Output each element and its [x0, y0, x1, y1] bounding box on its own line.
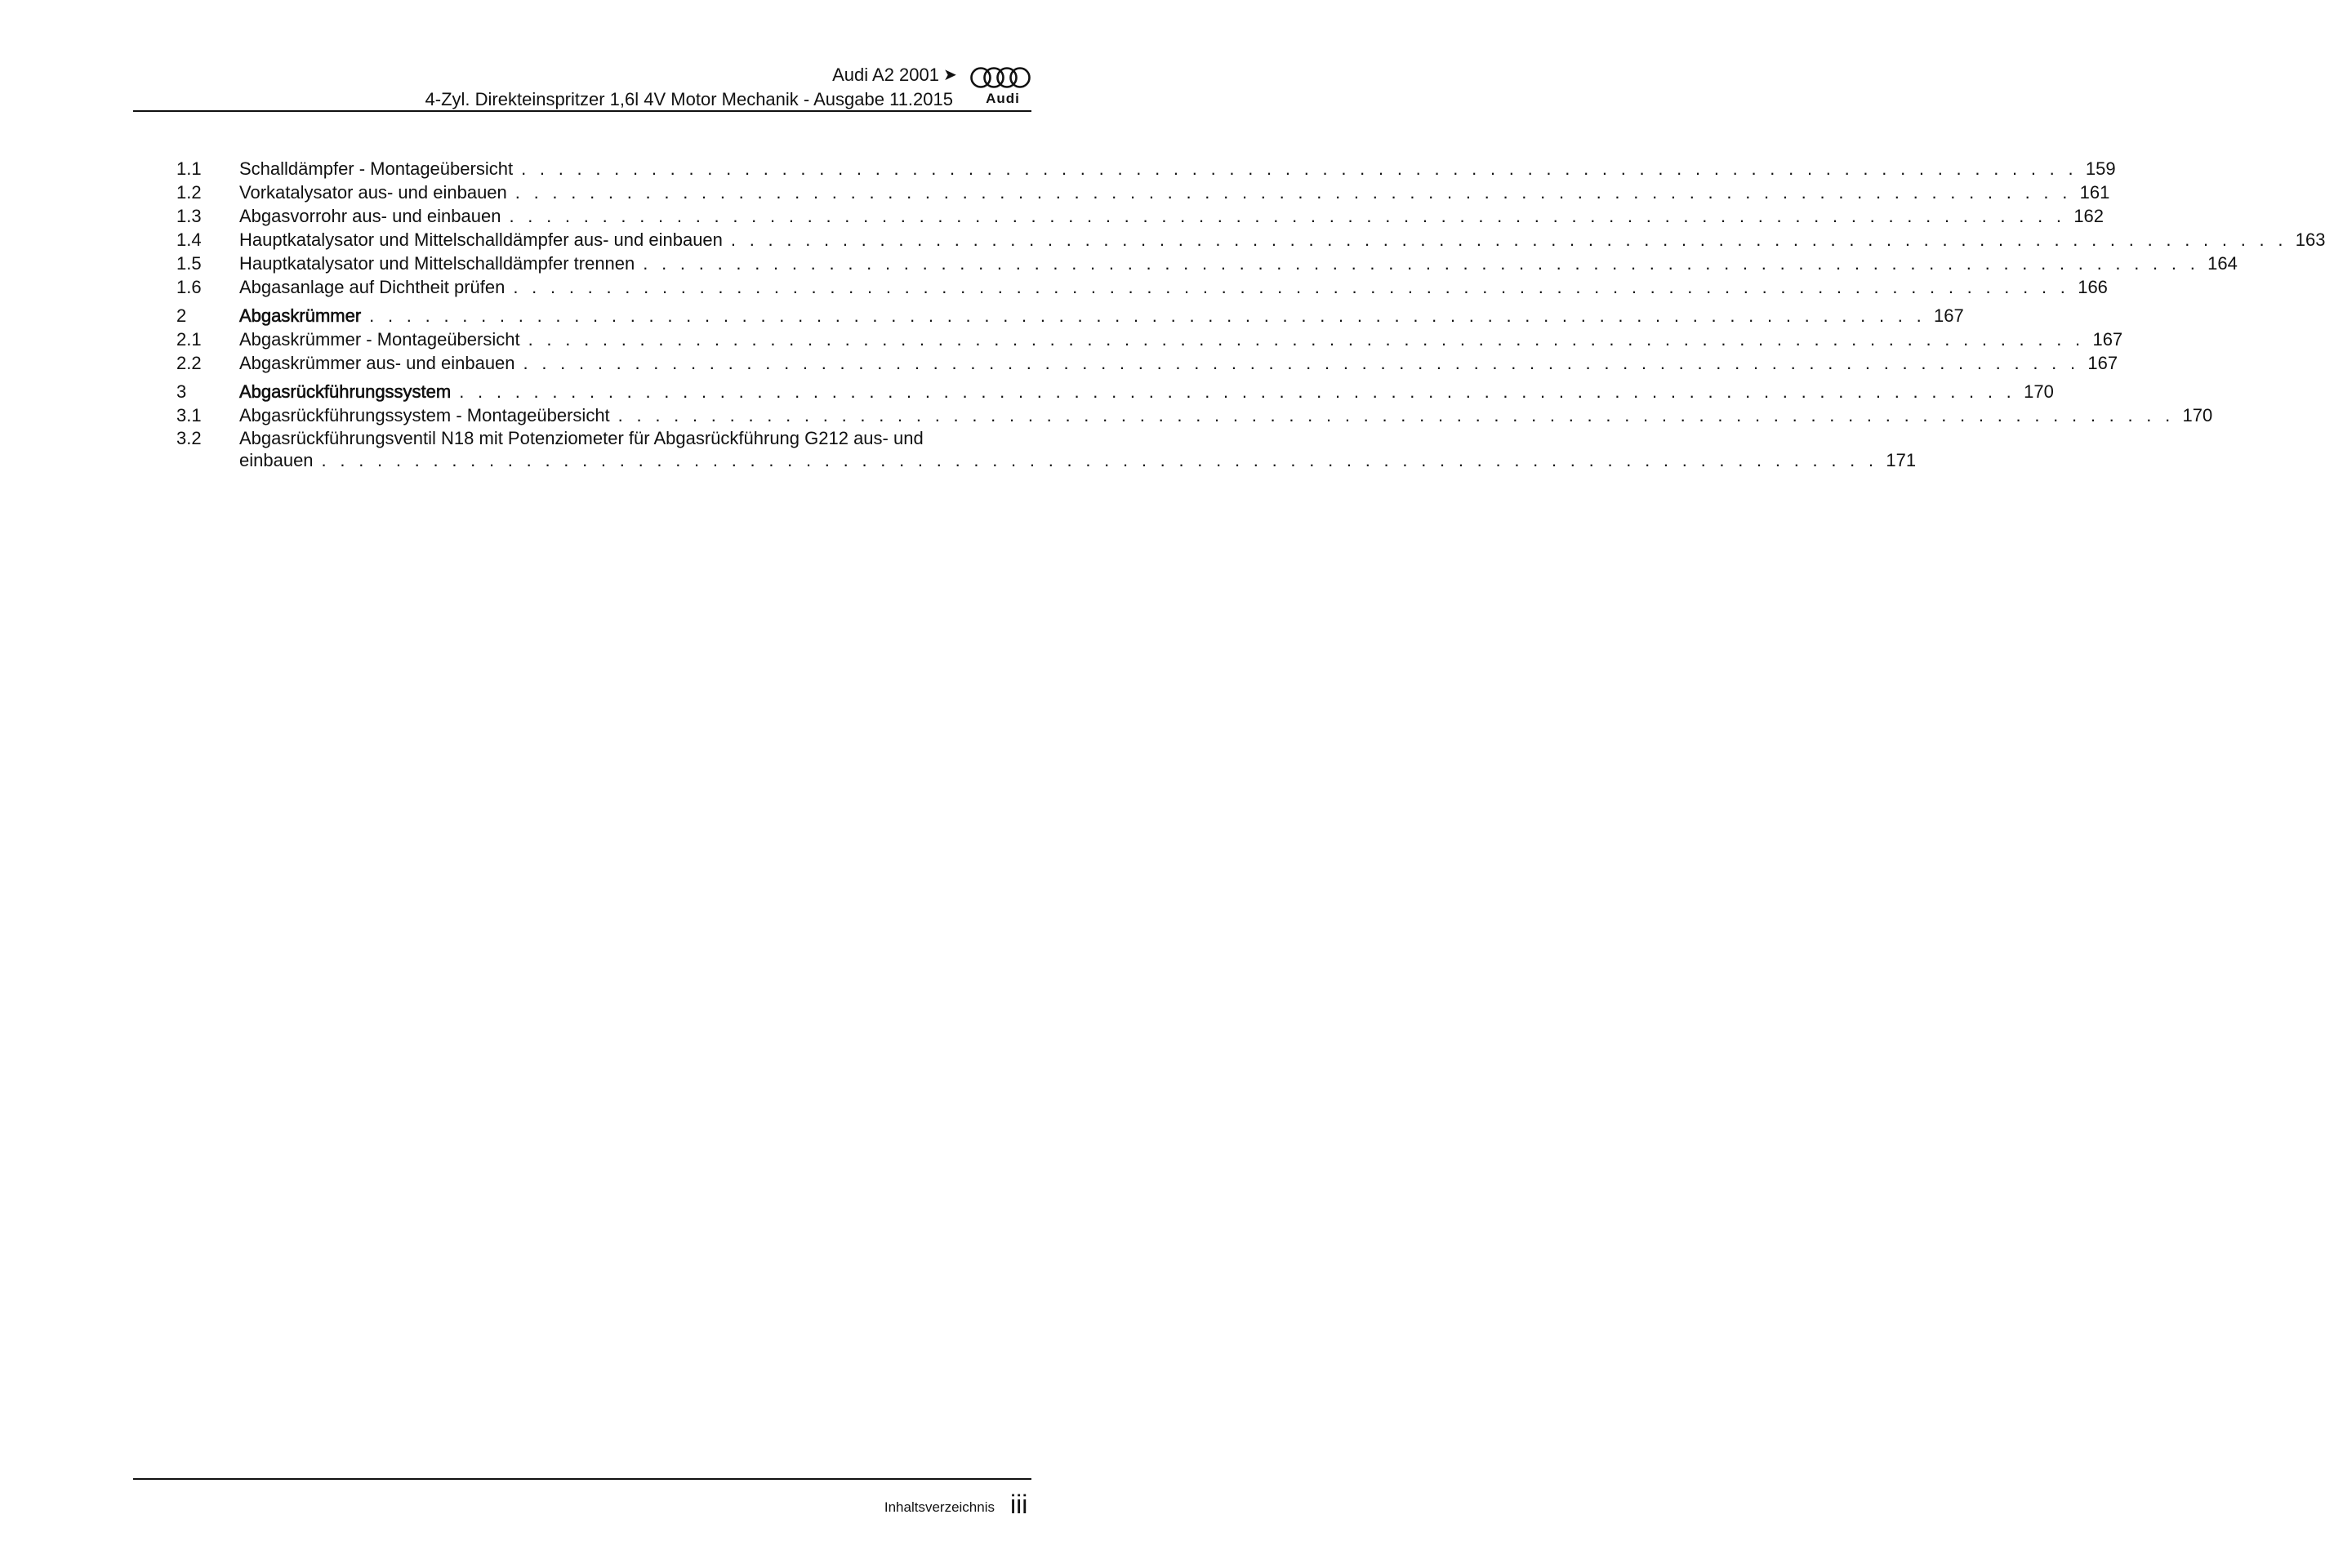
toc-entry[interactable] [176, 204, 2105, 228]
audi-rings-logo [969, 65, 1031, 90]
toc-entry-number: 1.3 [176, 206, 202, 226]
toc-entry-page: 167 [2087, 353, 2118, 373]
toc-entry[interactable] [176, 351, 2118, 375]
toc-entry-number: 2.1 [176, 329, 202, 350]
toc-entry-title: Vorkatalysator aus- und einbauen [239, 182, 507, 203]
toc-dot-leader: . . . . . . . . . . . . . . . . . . . . . . . . . . . . . . . . . . . . . . . . . . . . . . . . . . . . . . . . . . . . . . . . . . . . . . . . . . . . . . . . . . . . [643, 253, 2200, 274]
toc-entry-page: 159 [2085, 158, 2116, 179]
toc-dot-leader: . . . . . . . . . . . . . . . . . . . . . . . . . . . . . . . . . . . . . . . . . . . . . . . . . . . . . . . . . . . . . . . . . . . . . . . . . . . . . . . . . . . . [369, 305, 1926, 326]
toc-dot-leader: . . . . . . . . . . . . . . . . . . . . . . . . . . . . . . . . . . . . . . . . . . . . . . . . . . . . . . . . . . . . . . . . . . . . . . . . . . . . . . . . . . . . [321, 450, 1878, 470]
toc-entry-title: Schalldämpfer - Montageübersicht [239, 158, 514, 179]
toc-entry-title: Hauptkatalysator und Mittelschalldämpfer trennen [239, 253, 635, 274]
toc-entry-page: 170 [2182, 405, 2213, 425]
toc-entry-page: 164 [2207, 253, 2238, 274]
toc-entry-page: 161 [2079, 182, 2110, 203]
toc-entry-page: 167 [2092, 329, 2123, 350]
footer-divider [133, 1478, 1031, 1480]
footer-section-name: Inhaltsverzeichnis [884, 1499, 995, 1515]
header-model: Audi A2 2001 [832, 65, 939, 85]
next-arrow-icon: ➤ [943, 66, 957, 84]
toc-dot-leader: . . . . . . . . . . . . . . . . . . . . . . . . . . . . . . . . . . . . . . . . . . . . . . . . . . . . . . . . . . . . . . . . . . . . . . . . . . . . . . . . . . . . [459, 381, 2016, 402]
toc-entry-page: 171 [1886, 450, 1917, 470]
toc-entry-title: Abgasrückführungssystem [239, 381, 452, 402]
toc-entry-first-line [176, 427, 1031, 449]
toc-entry[interactable] [176, 228, 2325, 252]
toc-dot-leader: . . . . . . . . . . . . . . . . . . . . . . . . . . . . . . . . . . . . . . . . . . . . . . . . . . . . . . . . . . . . . . . . . . . . . . . . . . . . . . . . . . . . [509, 206, 2066, 226]
toc-entry[interactable] [176, 180, 2110, 204]
toc-entry[interactable] [176, 427, 1917, 471]
toc-entry-number: 3 [176, 381, 187, 402]
toc-dot-leader: . . . . . . . . . . . . . . . . . . . . . . . . . . . . . . . . . . . . . . . . . . . . . . . . . . . . . . . . . . . . . . . . . . . . . . . . . . . . . . . . . . . . [514, 182, 2072, 203]
toc-entry-number: 3.1 [176, 405, 202, 425]
toc-entry[interactable] [176, 327, 2123, 351]
toc-entry-page: 163 [2295, 229, 2325, 250]
toc-dot-leader: . . . . . . . . . . . . . . . . . . . . . . . . . . . . . . . . . . . . . . . . . . . . . . . . . . . . . . . . . . . . . . . . . . . . . . . . . . . . . . . . . . . . [617, 405, 2175, 425]
toc-entry-page: 166 [2078, 277, 2108, 297]
toc-entry-number: 3.2 [176, 428, 202, 448]
toc-entry-title: Abgasvorrohr aus- und einbauen [239, 206, 501, 226]
toc-entry-title: Hauptkatalysator und Mittelschalldämpfer aus- und einbauen [239, 229, 723, 250]
toc-entry-number: 1.1 [176, 158, 202, 179]
toc-entry-title: Abgasanlage auf Dichtheit prüfen [239, 277, 506, 297]
toc-entry-title: Abgaskrümmer [239, 305, 362, 326]
table-of-contents [176, 157, 2325, 471]
toc-entry[interactable] [176, 252, 2238, 275]
toc-entry-title: Abgaskrümmer aus- und einbauen [239, 353, 515, 373]
toc-entry-title: Abgaskrümmer - Montageübersicht [239, 329, 520, 350]
brand-wordmark: Audi [986, 91, 1020, 106]
toc-entry-title: Abgasrückführungssystem - Montageübersicht [239, 405, 610, 425]
toc-entry-page: 167 [1934, 305, 1964, 326]
toc-entry-title-continued: einbauen [239, 450, 314, 470]
toc-entry-page: 170 [2024, 381, 2054, 402]
toc-dot-leader: . . . . . . . . . . . . . . . . . . . . . . . . . . . . . . . . . . . . . . . . . . . . . . . . . . . . . . . . . . . . . . . . . . . . . . . . . . . . . . . . . . . . [523, 353, 2080, 373]
toc-entry-number: 2.2 [176, 353, 202, 373]
toc-entry[interactable] [176, 157, 2116, 180]
toc-chapter-entry[interactable] [176, 380, 2054, 403]
toc-chapter-entry[interactable] [176, 304, 1964, 327]
toc-entry-number: 2 [176, 305, 187, 326]
header-subtitle: 4-Zyl. Direkteinspritzer 1,6l 4V Motor Mechanik - Ausgabe 11.2015 [425, 89, 953, 109]
toc-entry[interactable] [176, 275, 2108, 299]
header-divider [133, 110, 1031, 112]
toc-dot-leader: . . . . . . . . . . . . . . . . . . . . . . . . . . . . . . . . . . . . . . . . . . . . . . . . . . . . . . . . . . . . . . . . . . . . . . . . . . . . . . . . . . . . [730, 229, 2287, 250]
page-header [0, 0, 1108, 114]
toc-entry-second-line [176, 449, 1917, 471]
toc-dot-leader: . . . . . . . . . . . . . . . . . . . . . . . . . . . . . . . . . . . . . . . . . . . . . . . . . . . . . . . . . . . . . . . . . . . . . . . . . . . . . . . . . . . . [528, 329, 2085, 350]
toc-entry[interactable] [176, 403, 2213, 427]
toc-entry-number: 1.2 [176, 182, 202, 203]
footer-page-number: iii [1010, 1490, 1028, 1519]
toc-dot-leader: . . . . . . . . . . . . . . . . . . . . . . . . . . . . . . . . . . . . . . . . . . . . . . . . . . . . . . . . . . . . . . . . . . . . . . . . . . . . . . . . . . . . [513, 277, 2070, 297]
toc-entry-number: 1.5 [176, 253, 202, 274]
toc-entry-number: 1.4 [176, 229, 202, 250]
toc-entry-page: 162 [2073, 206, 2105, 226]
toc-entry-title: Abgasrückführungsventil N18 mit Potenziometer für Abgasrückführung G212 aus- und [239, 428, 924, 448]
toc-dot-leader: . . . . . . . . . . . . . . . . . . . . . . . . . . . . . . . . . . . . . . . . . . . . . . . . . . . . . . . . . . . . . . . . . . . . . . . . . . . . . . . . . . . . [521, 158, 2078, 179]
toc-entry-number: 1.6 [176, 277, 202, 297]
